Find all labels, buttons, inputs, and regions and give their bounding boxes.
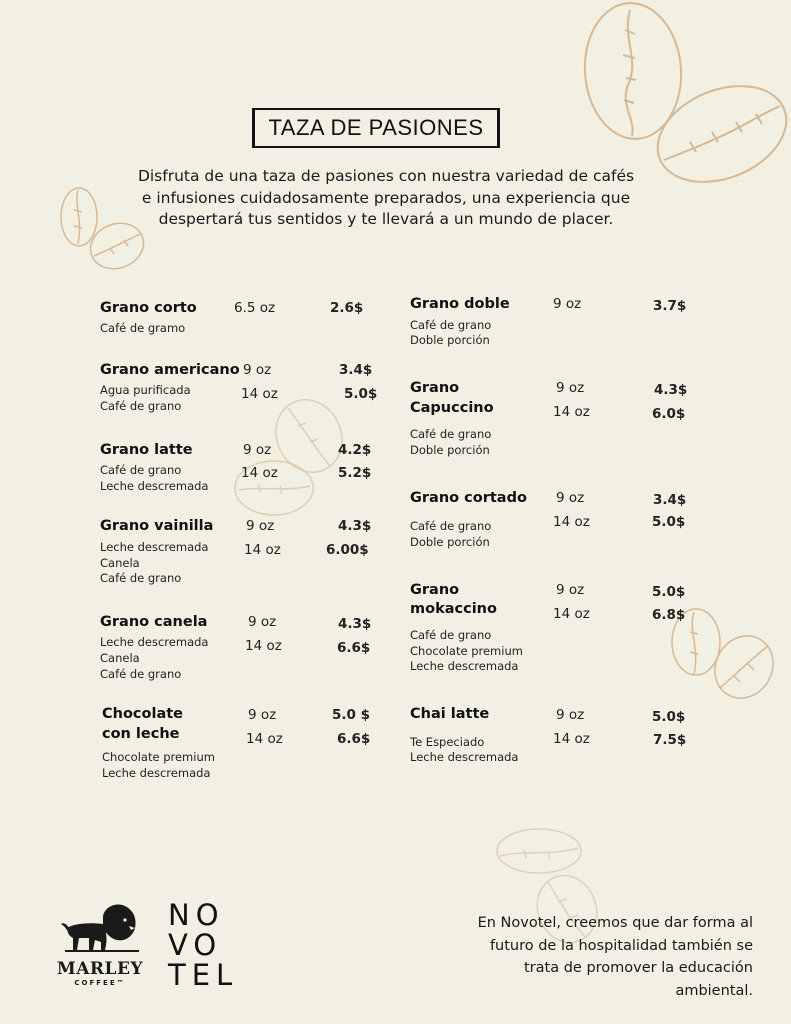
item-name: Chai latte xyxy=(410,706,490,722)
item-price: 7.5$ xyxy=(653,732,687,748)
item-size: 14 oz xyxy=(245,638,282,654)
item-price: 5.0 $ xyxy=(332,707,371,723)
page-title: TAZA DE PASIONES xyxy=(268,115,484,140)
item-price: 6.00$ xyxy=(326,542,369,558)
item-price: 6.6$ xyxy=(337,731,371,747)
item-size: 14 oz xyxy=(553,514,590,530)
item-price: 2.6$ xyxy=(330,300,364,316)
item-desc: Agua purificada xyxy=(100,383,191,397)
novotel-logo xyxy=(168,900,238,990)
item-price: 4.2$ xyxy=(338,442,372,458)
item-desc: Café de grano xyxy=(410,628,492,642)
item-price: 5.0$ xyxy=(652,709,686,725)
item-desc: Chocolate premium xyxy=(410,644,523,658)
item-price: 5.2$ xyxy=(338,465,372,481)
item-desc: Leche descremada xyxy=(100,540,209,554)
item-size: 9 oz xyxy=(248,614,277,630)
item-name: Grano vainilla xyxy=(100,518,214,534)
intro-line: Disfruta de una taza de pasiones con nuestra variedad de cafés xyxy=(137,167,635,185)
item-price: 4.3$ xyxy=(338,518,372,534)
item-size: 9 oz xyxy=(243,362,272,378)
item-desc: Leche descremada xyxy=(102,766,211,780)
coffee-bean-icon xyxy=(712,632,776,702)
item-desc: Café de grano xyxy=(100,667,182,681)
item-price: 5.0$ xyxy=(344,386,378,402)
footer-line: futuro de la hospitalidad también se xyxy=(489,937,753,954)
intro-text xyxy=(130,166,642,231)
item-size: 9 oz xyxy=(556,707,585,723)
marley-brand-name: MARLEY xyxy=(56,959,144,979)
item-desc: Café de grano xyxy=(410,427,492,441)
item-desc: Doble porción xyxy=(410,443,490,457)
item-price: 5.0$ xyxy=(652,514,686,530)
item-size: 9 oz xyxy=(556,380,585,396)
item-price: 4.3$ xyxy=(338,616,372,632)
item-size: 14 oz xyxy=(241,386,278,402)
item-size: 9 oz xyxy=(556,582,585,598)
item-desc: Leche descremada xyxy=(100,479,209,493)
novotel-logo-line: NO xyxy=(168,898,225,932)
page-title-frame xyxy=(252,108,500,148)
item-desc: Chocolate premium xyxy=(102,750,215,764)
item-desc: Café de grano xyxy=(410,318,492,332)
item-price: 3.4$ xyxy=(653,492,687,508)
marley-coffee-logo xyxy=(52,902,148,987)
intro-line: despertará tus sentidos y te llevará a un mundo de placer. xyxy=(158,210,614,228)
item-desc: Café de grano xyxy=(100,571,182,585)
item-size: 14 oz xyxy=(553,404,590,420)
item-desc: Te Especiado xyxy=(410,735,485,749)
coffee-bean-icon xyxy=(650,80,791,188)
novotel-logo-line: VO xyxy=(168,928,223,962)
item-price: 6.0$ xyxy=(652,406,686,422)
item-desc: Leche descremada xyxy=(410,659,519,673)
item-desc: Leche descremada xyxy=(100,635,209,649)
item-name: Grano canela xyxy=(100,614,208,630)
item-size: 14 oz xyxy=(553,606,590,622)
item-desc: Canela xyxy=(100,651,140,665)
item-desc: Café de grano xyxy=(410,519,492,533)
item-price: 6.6$ xyxy=(337,640,371,656)
item-size: 14 oz xyxy=(244,542,281,558)
item-name: Grano xyxy=(410,380,460,396)
novotel-logo-line: TEL xyxy=(168,958,239,992)
item-price: 6.8$ xyxy=(652,607,686,623)
item-price: 3.7$ xyxy=(653,298,687,314)
item-desc: Canela xyxy=(100,556,140,570)
item-desc: Doble porción xyxy=(410,333,490,347)
footer-statement xyxy=(423,912,753,1002)
item-size: 9 oz xyxy=(243,442,272,458)
item-name: Capuccino xyxy=(410,400,494,416)
item-size: 9 oz xyxy=(556,490,585,506)
item-desc: Café de grano xyxy=(100,463,182,477)
item-price: 3.4$ xyxy=(339,362,373,378)
item-name: Grano xyxy=(410,582,460,598)
item-name: Grano corto xyxy=(100,300,197,316)
lion-logo-icon xyxy=(59,902,141,956)
item-desc: Leche descremada xyxy=(410,750,519,764)
item-size: 14 oz xyxy=(246,731,283,747)
item-name: mokaccino xyxy=(410,601,497,617)
item-price: 5.0$ xyxy=(652,584,686,600)
item-size: 14 oz xyxy=(553,731,590,747)
item-name: Grano cortado xyxy=(410,490,527,506)
item-price: 4.3$ xyxy=(654,382,688,398)
item-name: Grano americano xyxy=(100,362,240,378)
item-size: 9 oz xyxy=(248,707,277,723)
item-size: 6.5 oz xyxy=(234,300,276,316)
item-size: 9 oz xyxy=(553,296,582,312)
item-size: 9 oz xyxy=(246,518,275,534)
item-name: Grano doble xyxy=(410,296,510,312)
intro-line: e infusiones cuidadosamente preparados, una experiencia que xyxy=(141,188,631,207)
footer-line: ambiental. xyxy=(675,982,753,999)
item-desc: Café de grano xyxy=(100,399,182,413)
item-desc: Café de gramo xyxy=(100,321,186,335)
footer-line: En Novotel, creemos que dar forma al xyxy=(477,915,753,931)
footer-line: trata de promover la educación xyxy=(524,960,753,976)
item-name: Grano latte xyxy=(100,442,193,458)
marley-brand-sub: COFFEE™ xyxy=(74,979,126,987)
item-desc: Doble porción xyxy=(410,535,490,549)
coffee-bean-icon xyxy=(494,826,584,876)
item-size: 14 oz xyxy=(241,465,278,481)
item-name: Chocolate xyxy=(102,706,184,722)
item-name: con leche xyxy=(102,726,180,742)
